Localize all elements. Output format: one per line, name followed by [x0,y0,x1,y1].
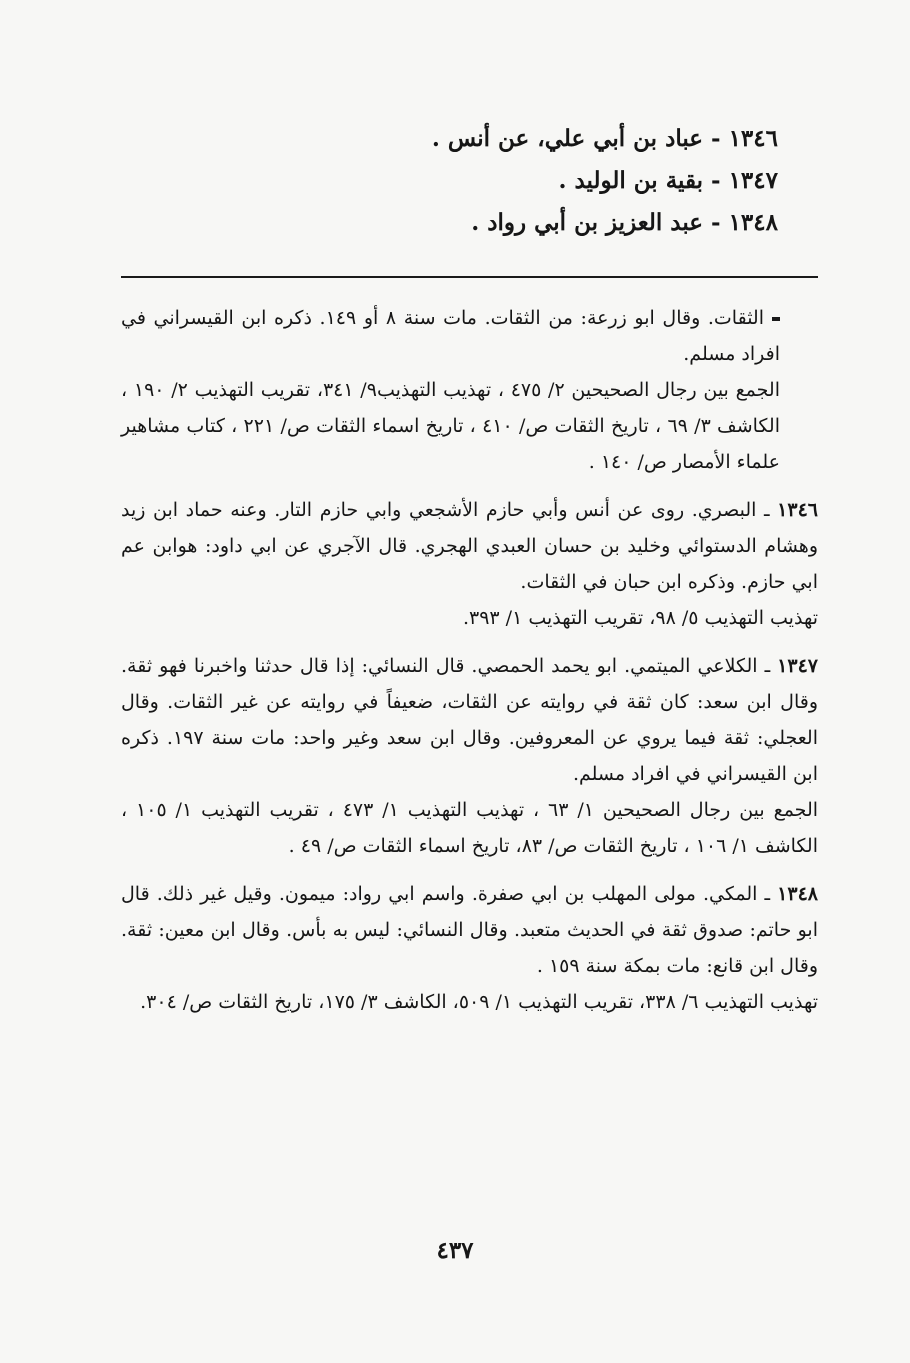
continuation-dash-icon [772,317,780,321]
footnote-1346-text: ١٣٤٦ ـ البصري. روى عن أنس وأبي حازم الأشجعي وابي حازم التار. وعنه حماد ابن زيد وهشام الدستوائي وخليد بن حسان العبدي الهجري. قال الآجري عن ابي داود: هوابن عم ابي حازم. وذكره ابن حبان في الثقات. [121,499,818,593]
footnote-1346-refs: تهذيب التهذيب ٥/ ٩٨، تقريب التهذيب ١/ ٣٩٣. [462,607,818,629]
footnote-1346 [121,492,818,636]
footnote-1348-refs: تهذيب التهذيب ٦/ ٣٣٨، تقريب التهذيب ١/ ٥٠٩، الكاشف ٣/ ١٧٥، تاريخ الثقات ص/ ٣٠٤. [140,991,818,1013]
footnotes [121,300,818,1020]
footnote-1347 [121,648,818,864]
entry-1346: ١٣٤٦ - عباد بن أبي علي، عن أنس . [431,125,778,152]
footnote-1347-refs: الجمع بين رجال الصحيحين ١/ ٦٣ ، تهذيب التهذيب ١/ ٤٧٣ ، تقريب التهذيب ١/ ١٠٥ ، الكاشف ١/ ١٠٦ ، تاريخ الثقات ص/ ٨٣، تاريخ اسماء الثقات ص/ ٤٩ . [121,799,819,857]
footnote-1348 [121,876,818,1020]
entry-1348: ١٣٤٨ - عبد العزيز بن أبي رواد . [471,209,778,236]
footnote-number: ١٣٤٦ [777,499,818,521]
page-number: ٤٣٧ [436,1237,474,1264]
footnote-continuation [121,300,818,480]
footnote-continuation-text: الثقات. وقال ابو زرعة: من الثقات. مات سنة ٨ أو ١٤٩. ذكره ابن القيسراني في افراد مسلم. [121,307,780,365]
footnote-separator [121,276,818,278]
entry-list [258,118,778,244]
footnote-1348-text: ١٣٤٨ ـ المكي. مولى المهلب بن ابي صفرة. واسم ابي رواد: ميمون. وقيل غير ذلك. قال ابو حاتم: صدوق ثقة في الحديث متعبد. وقال النسائي: ليس به بأس. وقال ابن معين: ثقة. وقال ابن قانع: مات بمكة سنة ١٥٩ . [121,883,818,977]
footnote-number: ١٣٤٧ [777,655,818,677]
footnote-1347-text: ١٣٤٧ ـ الكلاعي الميتمي. ابو يحمد الحمصي. قال النسائي: إذا قال حدثنا واخبرنا فهو ثقة. وقال ابن سعد: كان ثقة في روايته عن الثقات، ضعيفاً في روايته عن غير الثقات. وقال العجلي: ثقة فيما يروي عن المعروفين. وقال ابن سعد وغير واحد: مات سنة ١٩٧. ذكره ابن القيسراني في افراد مسلم. [121,655,818,785]
entry-1347: ١٣٤٧ - بقية بن الوليد . [558,167,778,194]
footnote-continuation-refs: الجمع بين رجال الصحيحين ٢/ ٤٧٥ ، تهذيب التهذيب٩/ ٣٤١، تقريب التهذيب ٢/ ١٩٠ ، الكاشف ٣/ ٦٩ ، تاريخ الثقات ص/ ٤١٠ ، تاريخ اسماء الثقات ص/ ٢٢١ ، كتاب مشاهير علماء الأمصار ص/ ١٤٠ . [121,379,780,473]
footnote-number: ١٣٤٨ [777,883,818,905]
